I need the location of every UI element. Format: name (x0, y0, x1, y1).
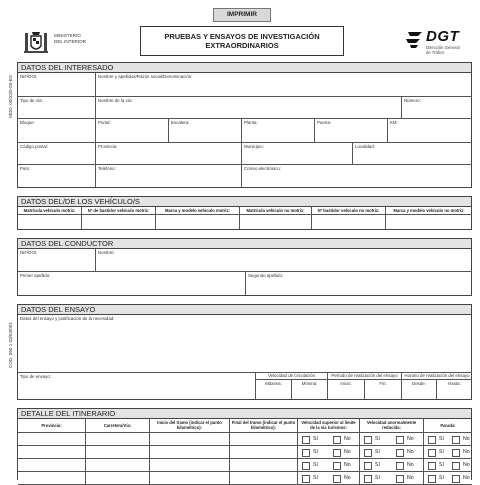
print-button[interactable]: IMPRIMIR (213, 8, 271, 22)
option-label-si: Sí (375, 475, 380, 481)
horario-hasta-label: Hasta: (448, 381, 461, 386)
checkbox-si[interactable] (428, 449, 436, 457)
planta-label: Planta: (244, 120, 258, 125)
itin-row-cell[interactable] (230, 472, 298, 485)
checkbox-no[interactable] (452, 436, 460, 444)
numero-label: Número: (404, 98, 421, 103)
ensayo-grid (17, 314, 472, 400)
portal-field[interactable] (96, 119, 169, 143)
periodo-fin-label: Fin: (379, 381, 387, 386)
velocidad-label: Velocidad de circulación (267, 373, 316, 378)
ministerio-label (54, 33, 86, 44)
apellido1-field[interactable] (18, 272, 246, 295)
itin-col-parada: Parada: (424, 419, 472, 433)
option-label-no: No (463, 449, 470, 455)
itin-col-velocidad-superior: Velocidad superior al límite de la vía turismos: (298, 419, 360, 433)
correo-field[interactable] (242, 165, 472, 187)
periodo-label: Período de realización del ensayo (331, 373, 398, 378)
cp-label: Código postal: (20, 144, 49, 149)
checkbox-no[interactable] (396, 436, 404, 444)
option-label-si: Sí (439, 475, 444, 481)
pais-label: País: (20, 166, 31, 171)
itin-row-cell[interactable] (86, 472, 150, 485)
itin-row-cell[interactable] (86, 433, 150, 446)
tipo-ensayo-field[interactable] (18, 373, 256, 399)
checkbox-no[interactable] (452, 449, 460, 457)
provincia-field[interactable] (96, 143, 242, 165)
nif-field[interactable] (18, 73, 96, 97)
option-label-no: No (407, 475, 414, 481)
apellido2-field[interactable] (246, 272, 472, 295)
checkbox-si[interactable] (302, 436, 310, 444)
cp-field[interactable] (18, 143, 96, 165)
municipio-label: Municipio: (244, 144, 264, 149)
option-label-no: No (407, 462, 414, 468)
itin-col-carretera: Carretera/Vía: (86, 419, 150, 433)
vel-maxima-field[interactable] (256, 380, 292, 399)
section-itinerario-header: DETALLE DEL ITINERARIO (17, 408, 472, 418)
checkbox-no[interactable] (452, 462, 460, 470)
localidad-label: Localidad: (355, 144, 376, 149)
itin-col-final: Final del tramo (indicar el punto kilométrico): (230, 419, 298, 433)
tipo-via-field[interactable] (18, 97, 96, 119)
option-label-no: No (407, 449, 414, 455)
municipio-field[interactable] (242, 143, 353, 165)
puerta-field[interactable] (315, 119, 388, 143)
checkbox-no[interactable] (333, 436, 341, 444)
itin-row-cell[interactable] (230, 433, 298, 446)
option-label-si: Sí (375, 436, 380, 442)
checkbox-si[interactable] (364, 436, 372, 444)
bastidor-no-motriz-input[interactable] (312, 215, 386, 229)
vel-minima-label: Mínima: (301, 381, 318, 386)
option-label-si: Sí (375, 462, 380, 468)
section-conductor-header: DATOS DEL CONDUCTOR (17, 238, 472, 248)
bloque-field[interactable] (18, 119, 96, 143)
itin-row-cell[interactable] (86, 446, 150, 459)
itin-col-velocidad-reducida: Velocidad anormalmente reducida: (360, 419, 424, 433)
checkbox-no[interactable] (396, 475, 404, 483)
itin-row-cell[interactable] (150, 472, 230, 485)
portal-label: Portal: (98, 120, 111, 125)
localidad-field[interactable] (353, 143, 472, 165)
itin-col-provincia: Provincia: (18, 419, 86, 433)
velocidad-header (256, 373, 328, 380)
ministerio-line2: DEL INTERIOR (54, 38, 86, 44)
option-label-no: No (344, 449, 351, 455)
dgt-logo-icon (404, 28, 426, 50)
dgt-sub1: Dirección General (426, 45, 460, 50)
ensayo-datos-label: Datos del ensayo y justificación de la necesidad: (20, 316, 115, 321)
itin-row-cell[interactable] (150, 446, 230, 459)
vehiculo-col-3: Marca y modelo vehículo motriz: (156, 207, 240, 215)
apellido2-label: Segundo apellido: (248, 273, 284, 278)
tipo-via-label: Tipo de vía: (20, 98, 43, 103)
vel-minima-field[interactable] (292, 380, 328, 399)
checkbox-no[interactable] (333, 462, 341, 470)
itin-row-cell[interactable] (18, 446, 86, 459)
tipo-ensayo-label: Tipo de ensayo: (20, 374, 52, 379)
itin-row-cell[interactable] (18, 472, 86, 485)
checkbox-si[interactable] (428, 475, 436, 483)
conductor-nombre-label: Nombre: (98, 250, 115, 255)
vehiculo-col-4: Matrícula vehículo no motriz: (240, 207, 312, 215)
apellido1-label: Primer apellido: (20, 273, 51, 278)
periodo-inicio-label: Inicio: (340, 381, 352, 386)
section-vehiculos-header: DATOS DEL/DE LOS VEHÍCULO/S (17, 196, 472, 206)
conductor-nif-label: NIF/DOI: (20, 250, 38, 255)
section-ensayo-header: DATOS DEL ENSAYO (17, 304, 472, 314)
dgt-logo-text: DGT (426, 28, 460, 45)
km-field[interactable] (388, 119, 472, 143)
checkbox-no[interactable] (333, 449, 341, 457)
page-title (140, 26, 344, 56)
ministerio-line1: MINISTERIO (54, 33, 81, 38)
horario-desde-label: Desde: (412, 381, 426, 386)
escalera-label: Escalera: (171, 120, 190, 125)
option-label-no: No (407, 436, 414, 442)
bastidor-motriz-input[interactable] (82, 215, 156, 229)
horario-desde-field[interactable] (402, 380, 437, 399)
checkbox-no[interactable] (333, 475, 341, 483)
correo-label: Correo electrónico: (244, 166, 282, 171)
dgt-sub2: de Tráfico (426, 50, 445, 55)
option-label-si: Sí (439, 449, 444, 455)
nombre-field[interactable] (96, 73, 472, 97)
checkbox-no[interactable] (452, 475, 460, 483)
checkbox-si[interactable] (302, 449, 310, 457)
nombre-label: Nombre y apellidos/Razón social/Denominación: (98, 74, 193, 79)
conductor-nombre-field[interactable] (96, 249, 472, 272)
bloque-label: Bloque: (20, 120, 35, 125)
matricula-no-motriz-input[interactable] (240, 215, 312, 229)
horario-label: Horario de realización del ensayo (404, 373, 470, 378)
option-label-si: Sí (439, 462, 444, 468)
periodo-fin-field[interactable] (365, 380, 402, 399)
checkbox-si[interactable] (302, 475, 310, 483)
option-label-si: Sí (439, 436, 444, 442)
itin-row-cell[interactable] (150, 433, 230, 446)
pais-field[interactable] (18, 165, 96, 187)
ensayo-datos-field[interactable] (18, 315, 472, 373)
matricula-motriz-input[interactable] (18, 215, 82, 229)
option-label-no: No (344, 475, 351, 481)
nif-label: NIF/DOI: (20, 74, 38, 79)
title-line1: PRUEBAS Y ENSAYOS DE INVESTIGACIÓN (164, 32, 320, 41)
side-mod-code: MOD. 00/33/0-03-ES (8, 75, 13, 118)
option-label-no: No (344, 462, 351, 468)
itin-row-cell[interactable] (18, 433, 86, 446)
vel-maxima-label: Máxima: (265, 381, 282, 386)
option-label-si: Sí (375, 449, 380, 455)
vehiculo-col-5: Nº bastidor vehículo no motriz: (312, 207, 386, 215)
section-interesado-header: DATOS DEL INTERESADO (17, 62, 472, 72)
dgt-subtitle (426, 45, 460, 55)
horario-header (402, 373, 472, 380)
periodo-header (328, 373, 402, 380)
option-label-no: No (463, 475, 470, 481)
checkbox-si[interactable] (364, 475, 372, 483)
provincia-label: Provincia: (98, 144, 118, 149)
checkbox-no[interactable] (396, 449, 404, 457)
option-label-no: No (344, 436, 351, 442)
itin-row-cell[interactable] (86, 459, 150, 472)
itin-row-cell[interactable] (150, 459, 230, 472)
itinerario-grid (17, 418, 472, 480)
option-label-si: Sí (313, 462, 318, 468)
marca-no-motriz-input[interactable] (386, 215, 472, 229)
itin-row-cell[interactable] (230, 446, 298, 459)
periodo-inicio-field[interactable] (328, 380, 365, 399)
conductor-grid (17, 248, 472, 296)
itin-col-inicio: Inicio del tramo (indicar el punto kilométrico): (150, 419, 230, 433)
nombre-via-label: Nombre de la vía: (98, 98, 133, 103)
vehiculo-col-2: Nº de bastidor vehículo motriz: (82, 207, 156, 215)
vehiculo-col-6: Marca y modelo vehículo no motriz: (386, 207, 472, 215)
checkbox-si[interactable] (428, 436, 436, 444)
coat-of-arms-logo (22, 30, 50, 56)
checkbox-si[interactable] (302, 462, 310, 470)
conductor-nif-field[interactable] (18, 249, 96, 272)
vehiculo-col-1: Matrícula vehículo motriz: (18, 207, 82, 215)
title-line2: EXTRAORDINARIOS (205, 41, 279, 50)
checkbox-si[interactable] (364, 462, 372, 470)
checkbox-si[interactable] (428, 462, 436, 470)
itin-row-cell[interactable] (18, 459, 86, 472)
side-cod-code: COD. 060 1 03/03/001 (8, 322, 13, 368)
checkbox-si[interactable] (364, 449, 372, 457)
horario-hasta-field[interactable] (437, 380, 472, 399)
km-label: KM: (390, 120, 398, 125)
option-label-no: No (463, 436, 470, 442)
marca-motriz-input[interactable] (156, 215, 240, 229)
telefono-label: Teléfono: (98, 166, 116, 171)
option-label-si: Sí (313, 475, 318, 481)
option-label-no: No (463, 462, 470, 468)
numero-field[interactable] (402, 97, 472, 119)
puerta-label: Puerta: (317, 120, 332, 125)
option-label-si: Sí (313, 436, 318, 442)
telefono-field[interactable] (96, 165, 242, 187)
interesado-grid (17, 72, 472, 188)
planta-field[interactable] (242, 119, 315, 143)
vehiculos-grid (17, 206, 472, 230)
nombre-via-field[interactable] (96, 97, 402, 119)
option-label-si: Sí (313, 449, 318, 455)
itin-row-cell[interactable] (230, 459, 298, 472)
escalera-field[interactable] (169, 119, 242, 143)
checkbox-no[interactable] (396, 462, 404, 470)
